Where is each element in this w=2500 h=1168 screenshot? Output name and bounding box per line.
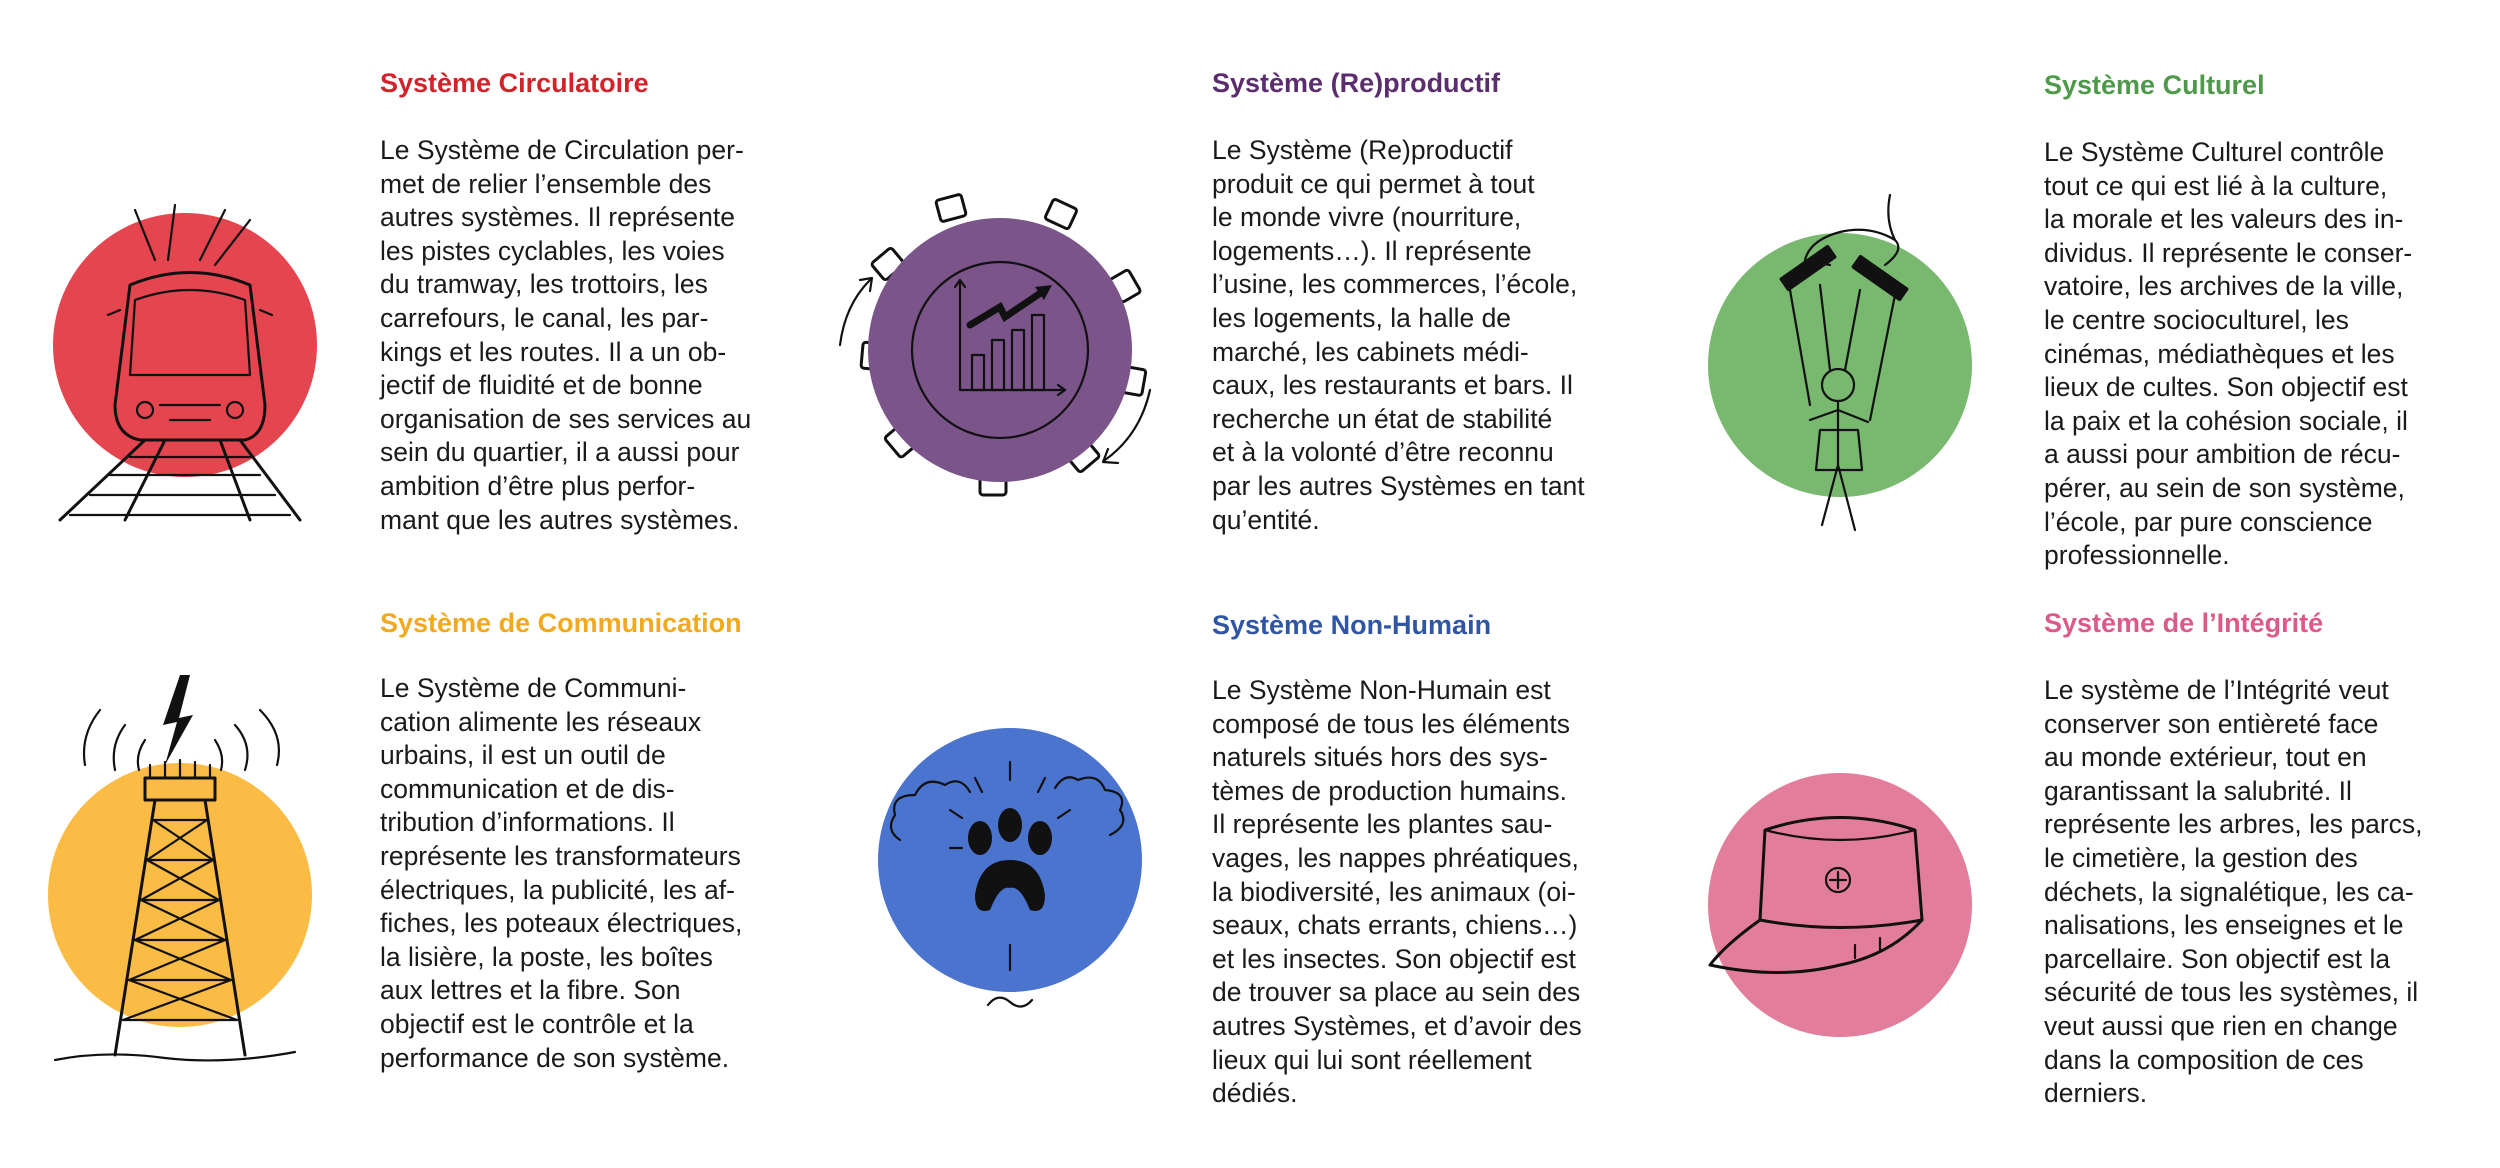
gear-chart-illustration <box>830 195 1160 505</box>
police-cap-icon <box>1690 770 1980 1040</box>
train-illustration <box>50 205 370 525</box>
paw-illustration <box>870 720 1170 1030</box>
system-title: Système Non-Humain <box>1212 610 1492 640</box>
system-title: Système Culturel <box>2044 70 2265 100</box>
paw-icon <box>870 720 1170 1030</box>
system-description: Le Système de Communi- cation alimente les réseaux urbains, il est un outil de communication et de dis- tribution d’informations. Il représente les transformateurs électriques, la publicité, les af- fiches, les poteaux électriques, la lisière, la poste, les boîtes aux lettres et la fibre. Son objectif est le contrôle et la performance de son système. <box>380 673 743 1073</box>
system-title: Système de l’Intégrité <box>2044 608 2324 638</box>
antenna-tower-icon <box>45 670 365 1070</box>
growth-chart-gear-icon <box>830 195 1160 505</box>
system-description: Le Système (Re)productif produit ce qui permet à tout le monde vivre (nourriture, logements…). Il représente l’usine, les commerces, l’école, les logements, la halle de marché, les cabinets médi- caux, les restaurants et bars. Il recherche un état de stabilité et à la volonté d’être reconnu par les autres Systèmes en tant qu’entité. <box>1212 135 1585 535</box>
system-title: Système de Communication <box>380 608 742 638</box>
system-title: Système (Re)productif <box>1212 68 1501 98</box>
puppet-illustration <box>1710 190 1990 550</box>
cap-illustration <box>1690 770 1980 1040</box>
puppet-icon <box>1710 190 1990 550</box>
system-description: Le Système de Circulation per- met de relier l’ensemble des autres systèmes. Il représente les pistes cyclables, les voies du tramway, les trottoirs, les carrefours, le canal, les par- kings et les routes. Il a un ob- jectif de fluidité et de bonne organisation de ses services au sein du quartier, il a aussi pour ambition d’être plus perfor- mant que les autres systèmes. <box>380 135 752 535</box>
system-description: Le Système Culturel contrôle tout ce qui est lié à la culture, la morale et les valeurs des in- dividus. Il représente le conser- vatoire, les archives de la ville, le centre socioculturel, les cinémas, médiathèques et les lieux de cultes. Son objectif est la paix et la cohésion sociale, il a aussi pour ambition de récu- pérer, au sein de son système, l’école, par pure conscience professionnelle. <box>2044 137 2413 571</box>
antenna-illustration <box>45 670 365 1070</box>
system-title: Système Circulatoire <box>380 68 649 98</box>
train-icon <box>50 205 370 525</box>
system-description: Le système de l’Intégrité veut conserver son entièreté face au monde extérieur, tout en garantissant la salubrité. Il représente les arbres, les parcs, le cimetière, la gestion des déchets, la signalétique, les ca- nalisations, les enseignes et le parcellaire. Son objectif est la sécurité de tous les systèmes, il veut aussi que rien en change dans la composition de ces derniers. <box>2044 675 2423 1109</box>
system-description: Le Système Non-Humain est composé de tous les éléments naturels situés hors des sys- tèmes de production humains. Il représente les plantes sau- vages, les nappes phréatiques, la biodiversité, les animaux (oi- seaux, chats errants, chiens…) et les insectes. Son objectif est de trouver sa place au sein des autres Systèmes, et d’avoir des lieux qui lui sont réellement dédiés. <box>1212 675 1582 1109</box>
